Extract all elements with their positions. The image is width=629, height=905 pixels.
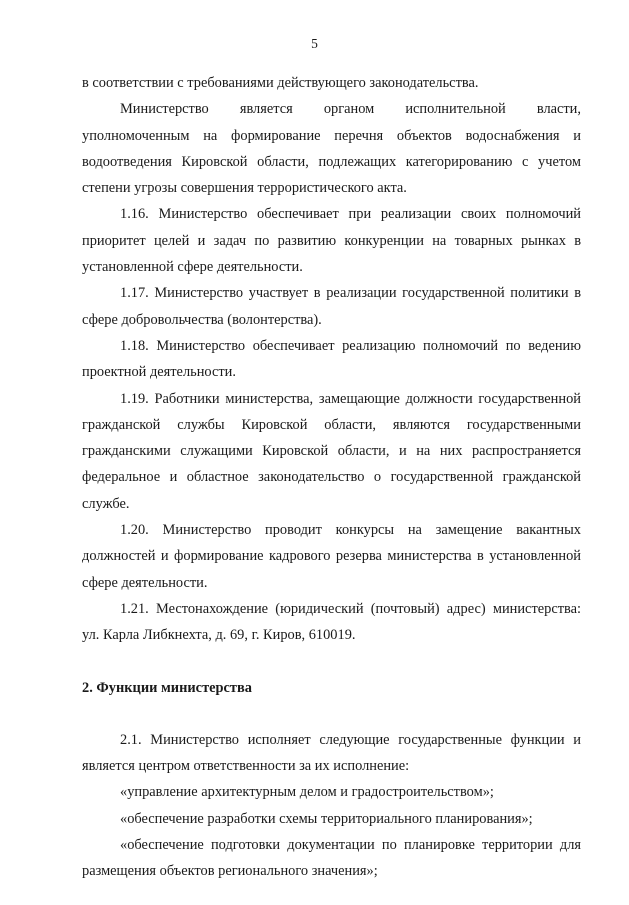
paragraph-1-20: 1.20. Министерство проводит конкурсы на замещение вакантных должностей и формирование кадрового резерва министерства в установленной сфере деятельности. [82,522,581,591]
paragraph-ministry-authority: Министерство является органом исполнительной власти, уполномоченным на формирование перечня объектов водоснабжения и водоотведения Кировской области, подлежащих категорированию с учетом степени угрозы совершения террористического акта. [82,101,581,197]
document-body [82,70,581,885]
paragraph-1-16: 1.16. Министерство обеспечивает при реализации своих полномочий приоритет целей и задач по развитию конкуренции на товарных рынках в установленной сфере деятельности. [82,206,581,276]
list-item-function: «управление архитектурным делом и градостроительством»; [120,784,494,801]
paragraph-1-18: 1.18. Министерство обеспечивает реализацию полномочий по ведению проектной деятельности. [82,337,581,381]
paragraph-1-19: 1.19. Работники министерства, замещающие должности государственной гражданской службы Кировской области, являются государственными гражданскими служащими Кировской области, и на них распространяется федеральное и областное законодательство о государственной гражданской службе. [82,390,581,512]
page-number: 5 [311,36,318,51]
list-item-function: «обеспечение разработки схемы территориального планирования»; [120,810,533,827]
paragraph-continuation: в соответствии с требованиями действующего законодательства. [82,75,479,91]
section-heading: 2. Функции министерства [82,679,252,696]
paragraph-2-1: 2.1. Министерство исполняет следующие государственные функции и является центром ответственности за их исполнение: [82,731,581,775]
list-item-function: «обеспечение подготовки документации по планировке территории для размещения объектов регионального значения»; [82,837,581,880]
paragraph-1-21: 1.21. Местонахождение (юридический (почтовый) адрес) министерства: ул. Карла Либкнехта, д. 69, г. Киров, 610019. [82,600,581,644]
paragraph-1-17: 1.17. Министерство участвует в реализации государственной политики в сфере добровольчества (волонтерства). [82,285,581,328]
